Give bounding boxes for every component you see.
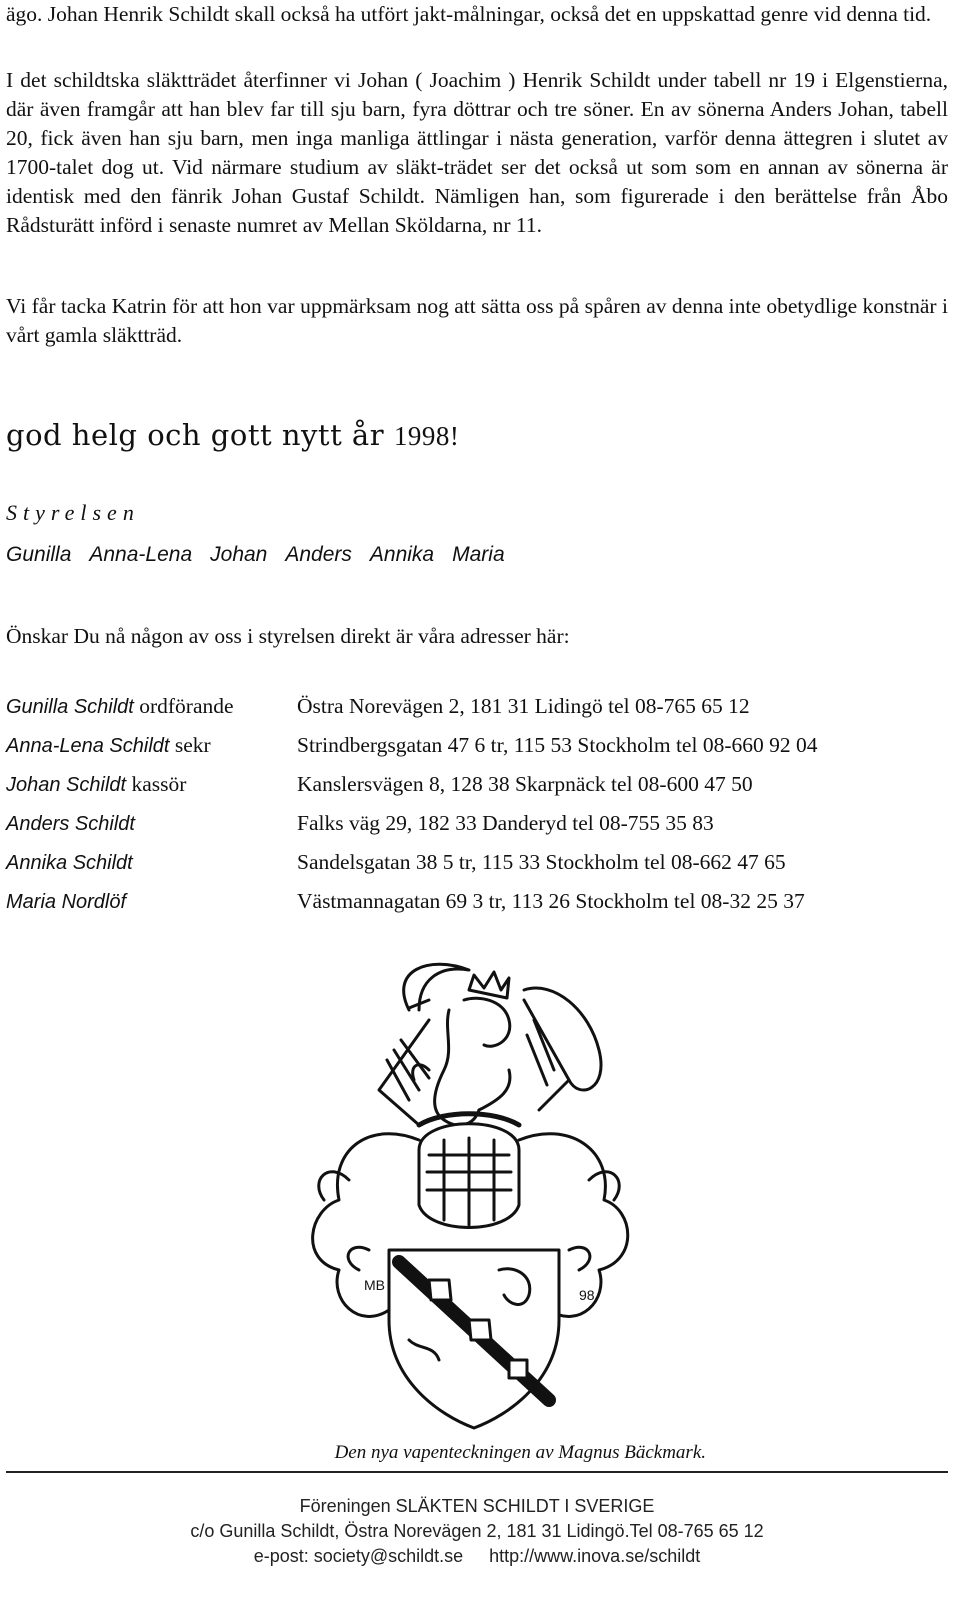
member-role: sekr [174,733,211,757]
address-list [6,694,948,928]
member-address: Västmannagatan 69 3 tr, 113 26 Stockholm tel 08-32 25 37 [297,889,805,913]
board-name: Anders [285,543,352,566]
article-paragraph-3: Vi får tacka Katrin för att hon var uppmärksam nog att sätta oss på spåren av denna inte obetydlige konstnär i vårt gamla släktträd. [6,294,948,347]
illustration-caption: Den nya vapenteckningen av Magnus Bäckmark. [334,1442,706,1463]
coat-of-arms-illustration [269,950,669,1435]
board-name: Gunilla [6,543,72,566]
board-name: Johan [210,543,268,566]
member-name: Anders Schildt [6,813,135,835]
member-name: Johan Schildt [6,774,127,796]
address-row [6,811,948,850]
contact-intro: Önskar Du nå någon av oss i styrelsen direkt är våra adresser här: [6,624,570,648]
member-name: Maria Nordlöf [6,891,127,913]
footer-email[interactable]: e-post: society@schildt.se [253,1546,464,1566]
footer-contact-line [6,1544,948,1569]
address-row [6,850,948,889]
drawing-year-mark: 98 [579,1287,595,1303]
member-name: Annika Schildt [6,852,133,874]
member-address: Kanslersvägen 8, 128 38 Skarpnäck tel 08-600 47 50 [297,772,753,796]
article-paragraph-2: I det schildtska släktträdet återfinner vi Johan ( Joachim ) Henrik Schildt under tabell nr 19 i Elgenstierna, där även framgår att han blev far till sju barn, fyra döttrar och tre söner. En av sönerna Anders Johan, tabell 20, fick även han sju barn, men inga manliga ättlingar i nästa generation, varför denna ättegren i slutet av 1700-talet dog ut. Vid närmare studium av släkt-trädet ser det också ut som som en annan av sönerna är identisk med den fänrik Johan Gustaf Schildt. Nämligen han, som figurerade i den berättelse från Åbo Rådsturätt införd i senaste numret av Mellan Sköldarna, nr 11. [6,68,948,237]
member-address: Falks väg 29, 182 33 Danderyd tel 08-755 35 83 [297,811,714,835]
board-name: Anna-Lena [89,543,193,566]
footer-divider [6,1471,948,1473]
board-title: Styrelsen [6,500,140,525]
member-role: ordförande [139,694,234,718]
address-row [6,694,948,733]
greeting-text: god helg och gott nytt år [6,418,385,452]
member-address: Östra Norevägen 2, 181 31 Lidingö tel 08-765 65 12 [297,694,750,718]
address-row [6,733,948,772]
member-name: Gunilla Schildt [6,696,134,718]
board-name: Maria [452,543,505,566]
address-row [6,889,948,928]
article-paragraph-1: ägo. Johan Henrik Schildt skall också ha utfört jakt-målningar, också det en uppskattad genre vid denna tid. [6,2,932,26]
board-name: Annika [369,543,435,566]
board-names [6,543,505,567]
holiday-greeting [6,418,459,452]
member-address: Strindbergsgatan 47 6 tr, 115 53 Stockholm tel 08-660 92 04 [297,733,818,757]
greeting-year: 1998! [393,421,460,451]
footer-organization: Föreningen SLÄKTEN SCHILDT I SVERIGE [299,1496,655,1516]
address-row [6,772,948,811]
footer [6,1494,948,1569]
member-address: Sandelsgatan 38 5 tr, 115 33 Stockholm tel 08-662 47 65 [297,850,786,874]
footer-website-link[interactable]: http://www.inova.se/schildt [489,1546,701,1566]
footer-address: c/o Gunilla Schildt, Östra Norevägen 2, 181 31 Lidingö.Tel 08-765 65 12 [190,1521,764,1541]
member-role: kassör [131,772,187,796]
artist-monogram: MB [364,1277,385,1293]
member-name: Anna-Lena Schildt [6,735,170,757]
